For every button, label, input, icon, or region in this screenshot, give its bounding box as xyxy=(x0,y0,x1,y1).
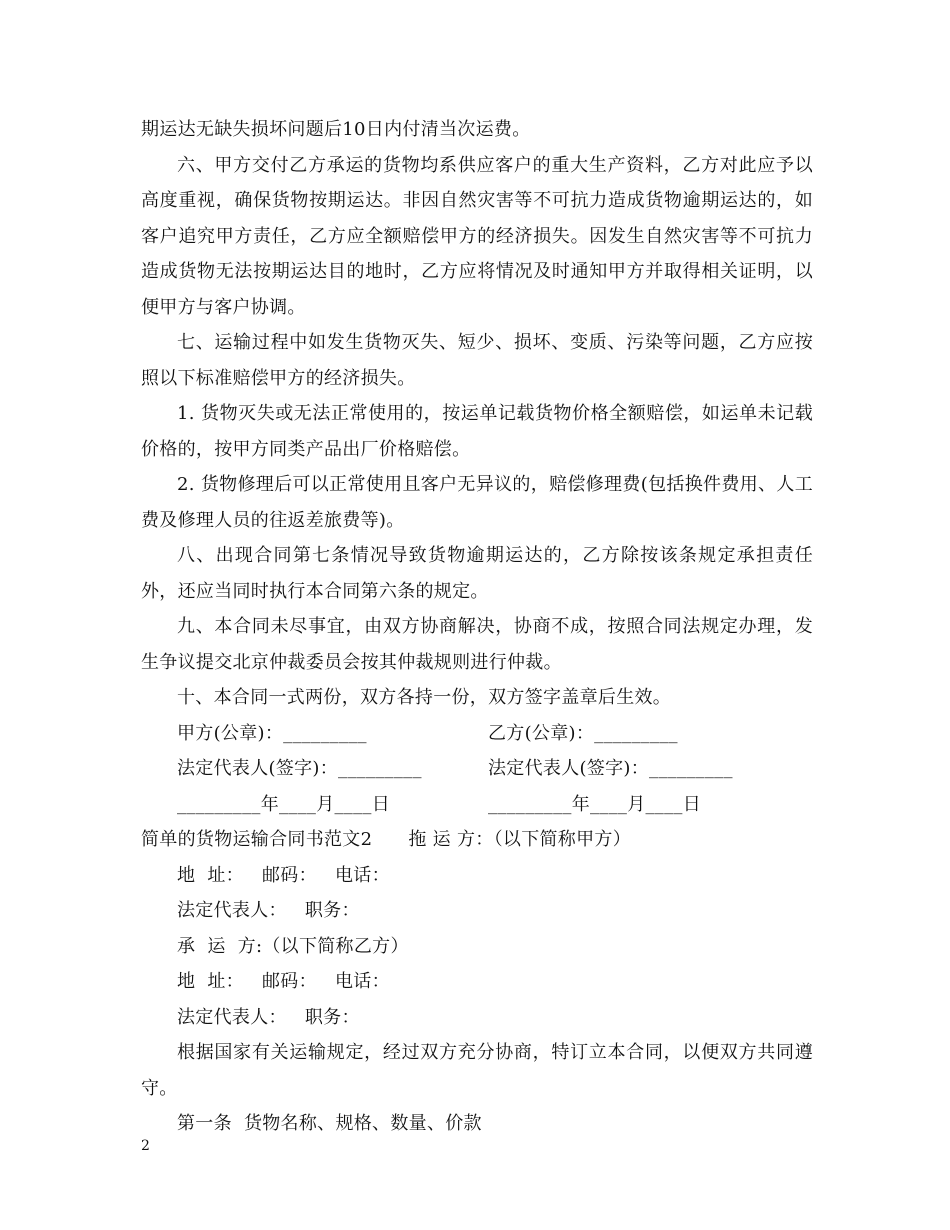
signature-date-row xyxy=(141,787,813,823)
signature-seal-row xyxy=(141,716,813,752)
clause-six: 六、甲方交付乙方承运的货物均系供应客户的重大生产资料，乙方对此应予以高度重视，确保货物按期运达。非因自然灾害等不可抗力造成货物逾期运达的，如客户追究甲方责任，乙方应全额赔偿甲方的经济损失。因发生自然灾害等不可抗力造成货物无法按期运达目的地时，乙方应将情况及时通知甲方并取得相关证明，以便甲方与客户协调。 xyxy=(141,154,813,318)
carrier-representative: 法定代表人： 职务： xyxy=(177,1006,360,1028)
party-b-seal-line: 乙方(公章)：_________ xyxy=(488,722,678,744)
clause-seven-item-1: 1. 货物灭失或无法正常使用的，按运单记载货物价格全额赔偿，如运单未记载价格的，按甲方同类产品出厂价格赔偿。 xyxy=(141,403,813,460)
party-a-seal-line: 甲方(公章)：_________ xyxy=(177,722,367,744)
party-a-rep-line: 法定代表人(签字)：_________ xyxy=(177,758,422,779)
shipper-label: 拖 运 方：（以下简称甲方） xyxy=(408,829,632,850)
clause-ten: 十、本合同一式两份，双方各持一份，双方签字盖章后生效。 xyxy=(177,687,672,708)
clause-nine: 九、本合同未尽事宜，由双方协商解决，协商不成，按照合同法规定办理，发生争议提交北京仲裁委员会按其仲裁规则进行仲裁。 xyxy=(141,616,813,673)
clause-seven-item-2: 2. 货物修理后可以正常使用且客户无异议的，赔偿修理费(包括换件费用、人工费及修理人员的往返差旅费等)。 xyxy=(141,474,813,531)
contract-preamble: 根据国家有关运输规定，经过双方充分协商，特订立本合同，以便双方共同遵守。 xyxy=(141,1042,813,1099)
clause-eight: 八、出现合同第七条情况导致货物逾期运达的，乙方除按该条规定承担责任外，还应当同时执行本合同第六条的规定。 xyxy=(141,545,813,602)
clause-seven: 七、运输过程中如发生货物灭失、短少、损坏、变质、污染等问题，乙方应按照以下标准赔偿甲方的经济损失。 xyxy=(141,332,813,389)
paragraph-continuation: 期运达无缺失损坏问题后10日内付清当次运费。 xyxy=(141,119,531,140)
carrier-label: 承 运 方:（以下简称乙方） xyxy=(177,935,409,957)
party-b-rep-line: 法定代表人(签字)：_________ xyxy=(488,758,733,779)
section-title-row xyxy=(141,822,813,858)
article-one-heading: 第一条 货物名称、规格、数量、价款 xyxy=(177,1113,482,1134)
shipper-address: 地 址： 邮码： 电话： xyxy=(177,864,390,886)
document-body xyxy=(141,112,813,1142)
party-a-date-line: _________年____月____日 xyxy=(177,793,390,815)
shipper-representative: 法定代表人： 职务： xyxy=(177,900,360,921)
carrier-address: 地 址： 邮码： 电话： xyxy=(177,971,390,992)
signature-rep-row xyxy=(141,751,813,787)
page-number: 2 xyxy=(141,1138,150,1154)
party-b-date-line: _________年____月____日 xyxy=(488,793,701,815)
section-title: 简单的货物运输合同书范文2 xyxy=(141,829,373,850)
